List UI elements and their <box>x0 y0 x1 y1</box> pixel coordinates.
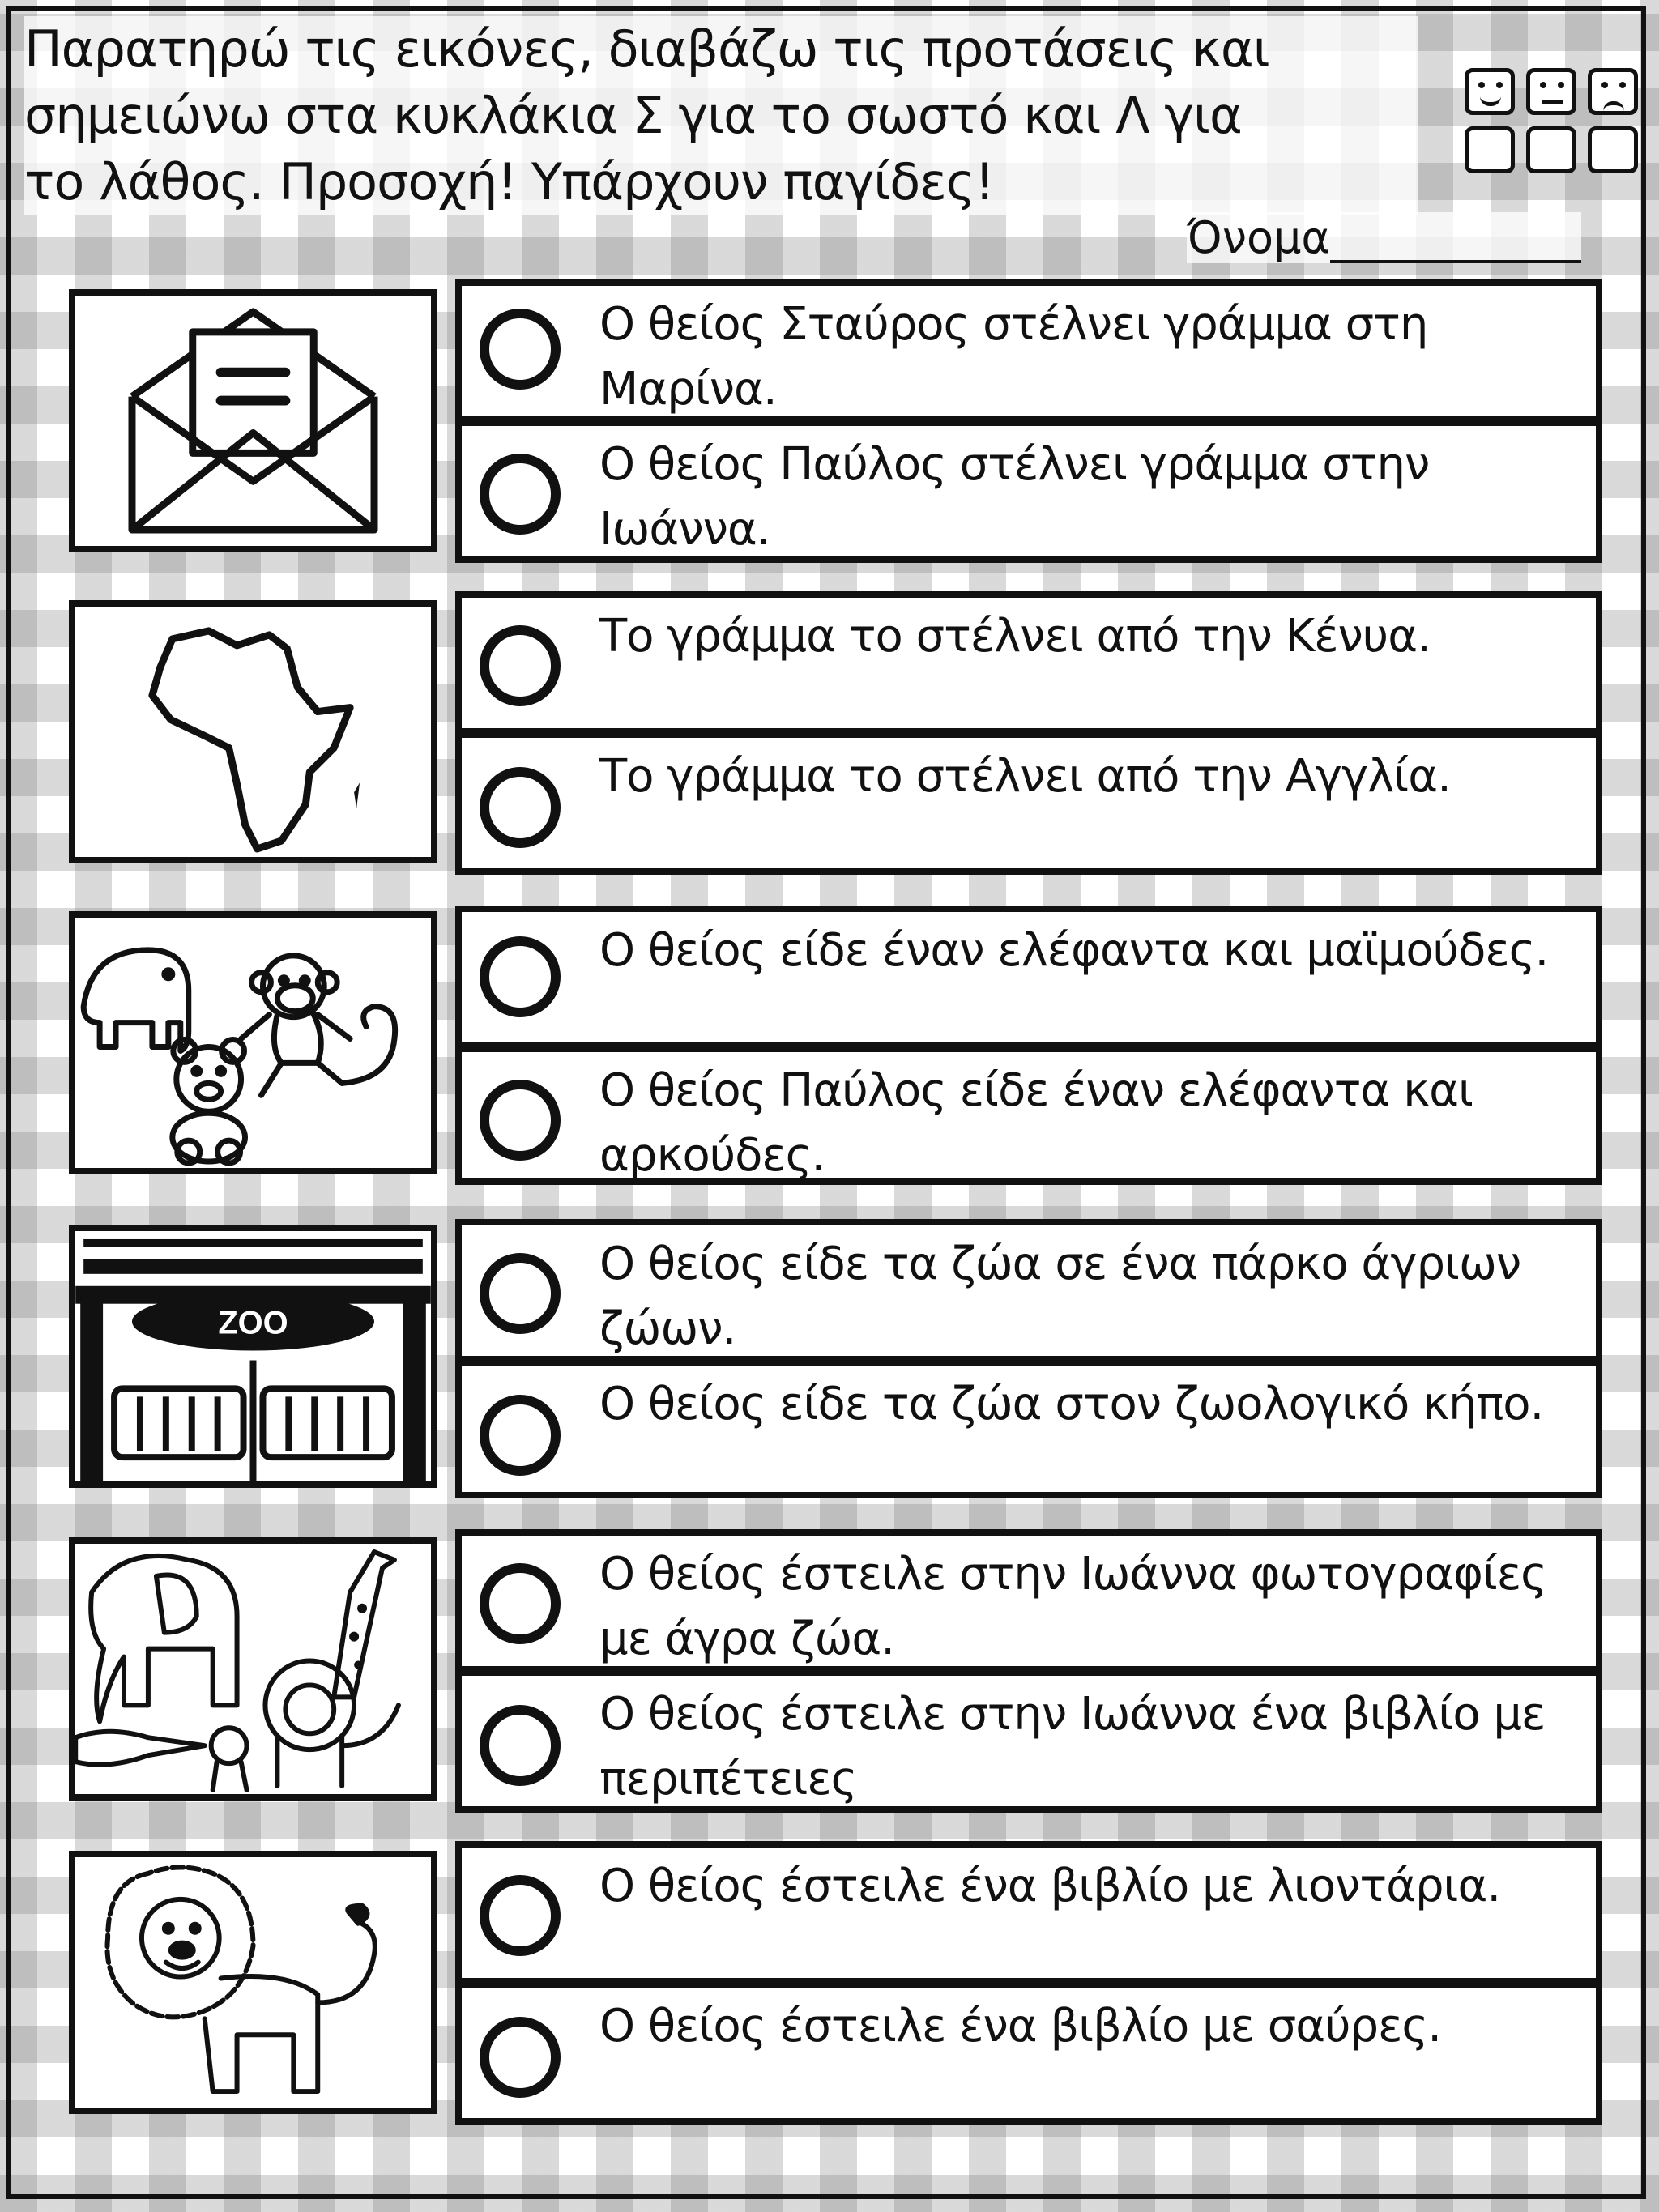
statement-text: Ο θείος Παύλος είδε έναν ελέφαντα και αρκούδες. <box>599 1064 1473 1182</box>
name-blank-line[interactable] <box>1330 224 1581 263</box>
self-assessment-faces <box>1465 68 1641 181</box>
answer-circle[interactable] <box>480 1875 561 1956</box>
envelope-letter-icon <box>75 296 431 546</box>
answer-circle[interactable] <box>480 1253 561 1334</box>
answer-circle[interactable] <box>480 1080 561 1161</box>
elephant-monkey-bear-icon <box>75 918 431 1168</box>
zoo-sign-label: ZOO <box>218 1305 288 1341</box>
picture-envelope <box>69 289 437 552</box>
answer-circle[interactable] <box>480 1563 561 1644</box>
answer-circle[interactable] <box>480 2017 561 2098</box>
picture-lion <box>69 1851 437 2114</box>
lion-icon <box>75 1857 431 2108</box>
answer-circle[interactable] <box>480 309 561 390</box>
statement-row <box>455 1841 1602 1984</box>
zoo-entrance-icon <box>75 1231 431 1481</box>
statement-row <box>455 1046 1602 1185</box>
statement-row <box>455 906 1602 1049</box>
sad-face-icon <box>1588 68 1638 115</box>
picture-zoo <box>69 1225 437 1488</box>
answer-circle[interactable] <box>480 454 561 535</box>
neutral-face-icon <box>1526 68 1576 115</box>
rating-checkbox-neutral[interactable] <box>1526 126 1576 173</box>
answer-circle[interactable] <box>480 625 561 706</box>
header <box>24 16 1418 215</box>
statement-text: Ο θείος έστειλε στην Ιωάννα ένα βιβλίο με περιπέτειες <box>599 1688 1546 1805</box>
statement-text: Το γράμμα το στέλνει από την Αγγλία. <box>599 750 1451 803</box>
rating-checkbox-sad[interactable] <box>1588 126 1638 173</box>
instructions-text: Παρατηρώ τις εικόνες, διαβάζω τις προτάσεις και σημειώνω στα κυκλάκια Σ για το σωστό και Λ για το λάθος. Προσοχή! Υπάρχουν παγίδες! <box>24 19 1269 211</box>
answer-circle[interactable] <box>480 936 561 1017</box>
wild-animals-icon <box>75 1544 431 1794</box>
statement-row <box>455 1359 1602 1498</box>
statement-text: Ο θείος έστειλε ένα βιβλίο με σαύρες. <box>599 2000 1442 2052</box>
statement-row <box>455 1219 1602 1362</box>
answer-circle[interactable] <box>480 1705 561 1786</box>
statement-text: Ο θείος Παύλος στέλνει γράμμα στην Ιωάννα. <box>599 438 1430 556</box>
statement-text: Ο θείος έστειλε στην Ιωάννα φωτογραφίες με άγρα ζώα. <box>599 1548 1547 1665</box>
statement-row <box>455 1529 1602 1673</box>
picture-elephant-monkey-bear <box>69 911 437 1174</box>
rating-checkbox-happy[interactable] <box>1465 126 1515 173</box>
africa-map-icon <box>75 607 431 857</box>
statement-text: Ο θείος έστειλε ένα βιβλίο με λιοντάρια. <box>599 1860 1501 1912</box>
name-label: Όνομα <box>1187 212 1331 263</box>
statement-text: Το γράμμα το στέλνει από την Κένυα. <box>599 610 1431 663</box>
statement-row <box>455 279 1602 423</box>
statement-row <box>455 1669 1602 1813</box>
statement-row <box>455 591 1602 735</box>
happy-face-icon <box>1465 68 1515 115</box>
statement-text: Ο θείος είδε έναν ελέφαντα και μαϊμούδες. <box>599 924 1549 977</box>
answer-circle[interactable] <box>480 1395 561 1476</box>
statement-row <box>455 731 1602 875</box>
statement-row <box>455 1981 1602 2125</box>
statement-text: Ο θείος Σταύρος στέλνει γράμμα στη Μαρίνα. <box>599 298 1428 416</box>
picture-africa <box>69 600 437 863</box>
name-field[interactable] <box>1187 212 1581 263</box>
answer-circle[interactable] <box>480 767 561 848</box>
picture-wild-animals <box>69 1537 437 1801</box>
statement-text: Ο θείος είδε τα ζώα σε ένα πάρκο άγριων ζώων. <box>599 1238 1521 1355</box>
statement-row <box>455 420 1602 563</box>
statement-text: Ο θείος είδε τα ζώα στον ζωολογικό κήπο. <box>599 1378 1544 1430</box>
